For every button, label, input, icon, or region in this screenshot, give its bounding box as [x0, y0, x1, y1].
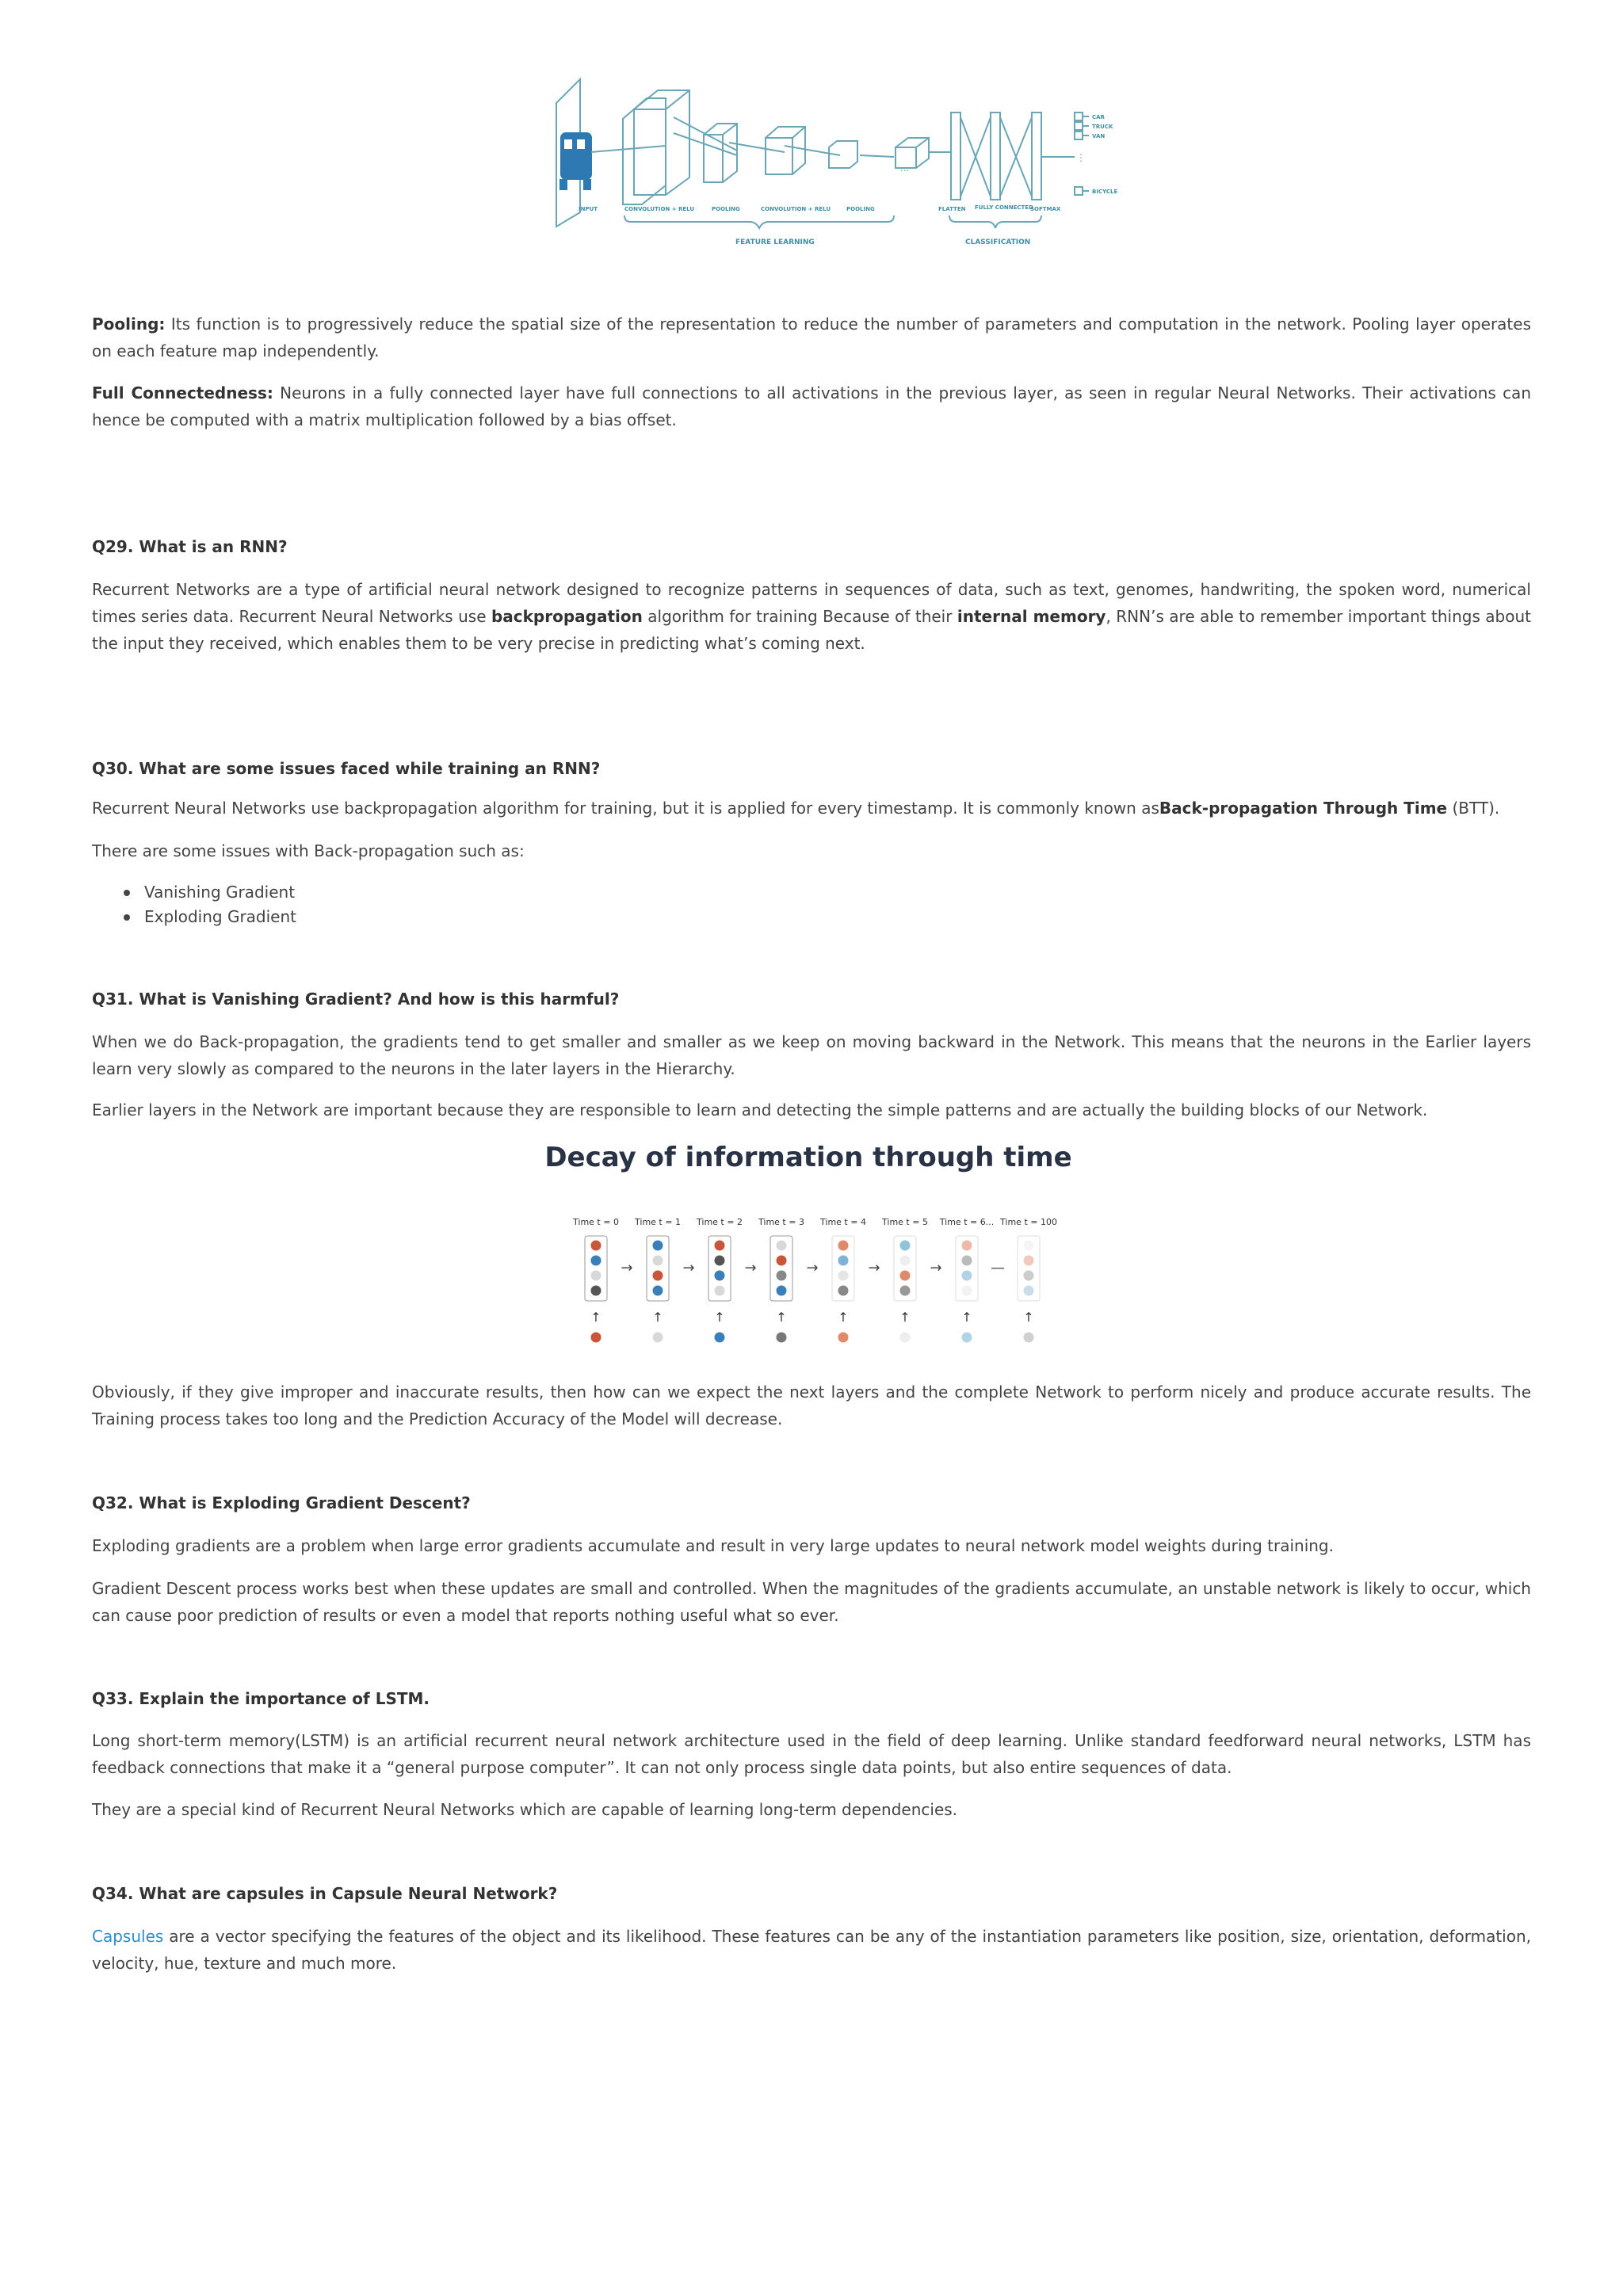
up-arrow-icon: ↑ [776, 1310, 787, 1325]
state-dot [591, 1271, 601, 1281]
svg-text:...: ... [900, 162, 910, 174]
up-arrow-icon: ↑ [590, 1310, 601, 1325]
q34-heading: Q34. What are capsules in Capsule Neural Network? [92, 1884, 558, 1903]
pooling-label: Pooling: [92, 315, 166, 334]
state-dot [715, 1241, 725, 1251]
input-dot [962, 1333, 972, 1343]
time-label: Time t = 5 [882, 1217, 928, 1227]
full-connectedness-text: Neurons in a fully connected layer have full connections to all activations in the previous layer, as seen in regular Neural Networks. Their activations can hence be computed with a matrix multiplication followed by a bias offset. [92, 383, 1531, 429]
state-dot [900, 1271, 911, 1281]
input-dot [777, 1333, 787, 1343]
capsules-link[interactable]: Capsules [92, 1927, 164, 1946]
q30-paragraph-1 [92, 795, 1531, 822]
state-dot [962, 1286, 972, 1296]
q31-paragraph-2: Earlier layers in the Network are important because they are responsible to learn and detecting the simple patterns and are actually the building blocks of our Network. [92, 1100, 1428, 1119]
q34-text: are a vector specifying the features of the object and its likelihood. These features can be any of the instantiation parameters like position, size, orientation, deformation, velocity, hue, texture and much more. [92, 1927, 1531, 1973]
state-dot [962, 1256, 972, 1266]
q29-paragraph [92, 576, 1531, 657]
cnn-class-truck: TRUCK [1092, 124, 1113, 130]
state-dot [838, 1286, 849, 1296]
state-dot [838, 1256, 849, 1266]
up-arrow-icon: ↑ [714, 1310, 725, 1325]
right-arrow-icon: — [991, 1260, 1005, 1276]
q29-text-c: algorithm for training Because of their [642, 607, 957, 626]
cnn-class-van: VAN [1092, 133, 1106, 139]
q30-text-a: Recurrent Neural Networks use backpropagation algorithm for training, but it is applied for every timestamp. It is commonly known as [92, 799, 1159, 818]
input-dot [838, 1333, 849, 1343]
pooling-text: Its function is to progressively reduce the spatial size of the representation to reduce the number of parameters and computation in the network. Pooling layer operates on each feature map independently. [92, 315, 1531, 360]
decay-information-figure [544, 1135, 1072, 1364]
time-label: Time t = 0 [573, 1217, 619, 1227]
input-dot [900, 1333, 911, 1343]
q29-text-e: , RNN’s are able to remember important things about the input they received, which enables them to be very precise in predicting what’s coming next. [92, 607, 1532, 653]
input-dot [715, 1333, 725, 1343]
time-label: Time t = 1 [635, 1217, 681, 1227]
input-dot [653, 1333, 663, 1343]
time-label: Time t = 100 [1000, 1217, 1057, 1227]
cnn-group-classification: CLASSIFICATION [965, 238, 1031, 246]
state-dot [777, 1256, 787, 1266]
state-dot [777, 1241, 787, 1251]
right-arrow-icon: → [621, 1260, 633, 1276]
q32-heading: Q32. What is Exploding Gradient Descent? [92, 1493, 471, 1512]
right-arrow-icon: → [930, 1260, 942, 1276]
q31-heading: Q31. What is Vanishing Gradient? And how is this harmful? [92, 990, 620, 1009]
input-dot [591, 1333, 601, 1343]
cnn-stage-pool2: POOLING [846, 206, 875, 212]
cnn-class-bicycle: BICYCLE [1092, 189, 1118, 195]
list-item: Vanishing Gradient [132, 880, 296, 905]
state-dot [591, 1241, 601, 1251]
state-dot [1024, 1256, 1034, 1266]
state-dot [653, 1286, 663, 1296]
list-item: Exploding Gradient [132, 905, 296, 929]
state-dot [838, 1271, 849, 1281]
up-arrow-icon: ↑ [838, 1310, 849, 1325]
q30-text-c: (BTT). [1447, 799, 1500, 818]
svg-text:⋮: ⋮ [1076, 152, 1086, 163]
right-arrow-icon: → [744, 1260, 757, 1276]
cnn-group-feature: FEATURE LEARNING [735, 238, 815, 246]
q29-text-a: Recurrent Networks are a type of artificial neural network designed to recognize patterns in sequences of data, such as text, genomes, handwriting, the spoken word, numerical times series data. Recurrent Neural Networks use [92, 580, 1531, 626]
state-dot [962, 1271, 972, 1281]
state-dot [900, 1241, 911, 1251]
full-connectedness-paragraph [92, 379, 1531, 433]
q34-paragraph [92, 1923, 1531, 1977]
state-dot [1024, 1241, 1034, 1251]
time-label: Time t = 2 [697, 1217, 743, 1227]
state-dot [591, 1256, 601, 1266]
cnn-stage-softmax: SOFTMAX [1030, 206, 1061, 212]
car-icon [559, 133, 591, 190]
q33-heading: Q33. Explain the importance of LSTM. [92, 1689, 430, 1708]
decay-figure-title: Decay of information through time [544, 1142, 1072, 1173]
right-arrow-icon: → [868, 1260, 880, 1276]
state-dot [653, 1241, 663, 1251]
state-dot [591, 1286, 601, 1296]
time-label: Time t = 3 [758, 1217, 804, 1227]
up-arrow-icon: ↑ [899, 1310, 911, 1325]
q32-paragraph-1: Exploding gradients are a problem when large error gradients accumulate and result in very large updates to neural network model weights during training. [92, 1536, 1334, 1555]
state-dot [715, 1286, 725, 1296]
cnn-stage-conv1: CONVOLUTION + RELU [624, 206, 695, 212]
q33-paragraph-2: They are a special kind of Recurrent Neural Networks which are capable of learning long-term dependencies. [92, 1800, 958, 1819]
cnn-architecture-figure [547, 70, 1118, 260]
state-dot [653, 1256, 663, 1266]
right-arrow-icon: → [682, 1260, 695, 1276]
q31-paragraph-1: When we do Back-propagation, the gradients tend to get smaller and smaller as we keep on moving backward in the Network. This means that the neurons in the Earlier layers learn very slowly as compared to the neurons in the later layers in the Hierarchy. [92, 1032, 1531, 1078]
up-arrow-icon: ↑ [1023, 1310, 1034, 1325]
q30-bold-bptt: Back-propagation Through Time [1159, 799, 1448, 818]
q31-paragraph-3: Obviously, if they give improper and inaccurate results, then how can we expect the next layers and the complete Network to perform nicely and produce accurate results. The Training process takes too long and the Prediction Accuracy of the Model will decrease. [92, 1383, 1531, 1428]
up-arrow-icon: ↑ [652, 1310, 663, 1325]
state-dot [900, 1256, 911, 1266]
cnn-stage-conv2: CONVOLUTION + RELU [761, 206, 831, 212]
cnn-stage-fc: FULLY CONNECTED [975, 204, 1033, 211]
state-dot [715, 1271, 725, 1281]
cnn-stage-pool1: POOLING [712, 206, 740, 212]
q29-bold-internal-memory: internal memory [957, 607, 1106, 626]
up-arrow-icon: ↑ [961, 1310, 972, 1325]
cnn-class-car: CAR [1092, 114, 1105, 120]
q29-heading: Q29. What is an RNN? [92, 537, 288, 556]
time-label: Time t = 6... [939, 1217, 995, 1227]
state-dot [777, 1271, 787, 1281]
q29-bold-backpropagation: backpropagation [491, 607, 643, 626]
q30-issue-list [132, 880, 296, 929]
q30-heading: Q30. What are some issues faced while training an RNN? [92, 759, 601, 778]
q33-paragraph-1: Long short-term memory(LSTM) is an artificial recurrent neural network architecture used in the field of deep learning. Unlike standard feedforward neural networks, LSTM has feedback connections that make it a “general purpose computer”. It can not only process single data points, but also entire sequences of data. [92, 1731, 1531, 1777]
q30-paragraph-2: There are some issues with Back-propagation such as: [92, 841, 525, 860]
state-dot [838, 1241, 849, 1251]
cnn-stage-input: INPUT [579, 206, 598, 212]
state-dot [715, 1256, 725, 1266]
state-dot [653, 1271, 663, 1281]
right-arrow-icon: → [806, 1260, 819, 1276]
cnn-stage-flatten: FLATTEN [938, 206, 966, 212]
state-dot [1024, 1286, 1034, 1296]
state-dot [1024, 1271, 1034, 1281]
input-dot [1024, 1333, 1034, 1343]
state-dot [900, 1286, 911, 1296]
time-label: Time t = 4 [820, 1217, 866, 1227]
state-dot [962, 1241, 972, 1251]
full-connectedness-label: Full Connectedness: [92, 383, 273, 402]
pooling-paragraph [92, 311, 1531, 364]
q32-paragraph-2: Gradient Descent process works best when these updates are small and controlled. When the magnitudes of the gradients accumulate, an unstable network is likely to occur, which can cause poor prediction of results or even a model that reports nothing useful what so ever. [92, 1579, 1531, 1625]
state-dot [777, 1286, 787, 1296]
